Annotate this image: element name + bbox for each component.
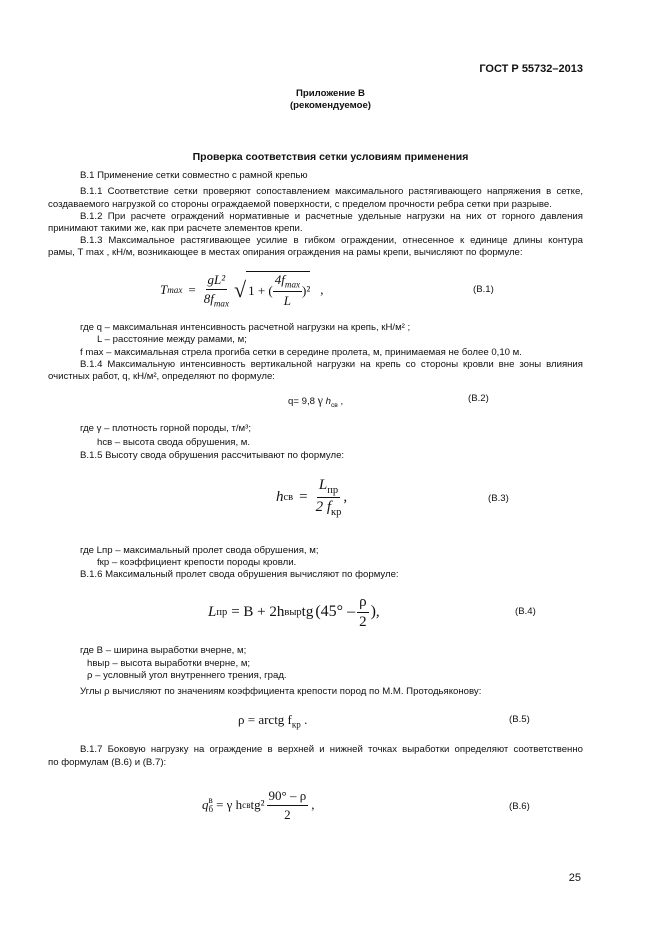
- paragraph-b16: В.1.6 Максимальный пролет свода обрушения вычисляют по формуле:: [80, 569, 399, 580]
- section-title: Проверка соответствия сетки условиям применения: [192, 151, 469, 163]
- where-B: где B – ширина выработки вчерне, м;: [80, 645, 247, 656]
- where-L: L – расстояние между рамами, м;: [97, 334, 247, 345]
- equation-number-b2: (В.2): [468, 393, 489, 404]
- paragraph-b11-line1: В.1.1 Соответствие сетки проверяют сопоставлением максимального растягивающего напряжения в сетке,: [80, 186, 583, 197]
- equation-b4: L пр = B + 2h выр tg (45° – $\frac{\rho}{2}$ ) ,: [208, 593, 380, 630]
- appendix-subtitle: (рекомендуемое): [289, 100, 371, 111]
- where-gamma: где γ – плотность горной породы, т/м³;: [80, 423, 251, 434]
- equation-number-b3: (В.3): [488, 493, 509, 504]
- paragraph-b12-line2: принимают такими же, как при расчете элементов крепи.: [48, 223, 303, 234]
- where-hsv: hсв – высота свода обрушения, м.: [97, 437, 251, 448]
- paragraph-b14-line1: В.1.4 Максимальную интенсивность вертикальной нагрузки на крепь со стороны кровли вне зоны влияния: [80, 359, 583, 370]
- standard-code: ГОСТ Р 55732–2013: [479, 63, 583, 75]
- sqrt-icon: √: [234, 277, 247, 302]
- page-number: 25: [568, 872, 581, 884]
- where-q: где q – максимальная интенсивность расчетной нагрузки на крепь, кН/м² ;: [80, 322, 411, 333]
- where-fmax: f max – максимальная стрела прогиба сетки в середине пролета, м, принимаемая не более 0,10 м.: [80, 347, 522, 358]
- where-rho: ρ – условный угол внутреннего трения, град.: [87, 670, 287, 681]
- where-hvyr: hвыр – высота выработки вчерне, м;: [87, 658, 251, 669]
- equation-b3: h св = $\frac{L_{пр}}{2 f_{кр}}$ ,: [276, 476, 348, 518]
- equation-number-b6: (В.6): [509, 801, 530, 812]
- equation-b2: q= 9,8 γ $h_{св}$ ,: [288, 393, 344, 409]
- where-Lpr: где Lпр – максимальный пролет свода обрушения, м;: [80, 545, 319, 556]
- equation-number-b4: (В.4): [515, 606, 536, 617]
- paragraph-b11-line2: создаваемого нагрузкой со стороны ограждаемой поверхности, с пределом прочности ребра сетки при разрыве.: [48, 199, 552, 210]
- paragraph-b15: В.1.5 Высоту свода обрушения рассчитывают по формуле:: [80, 450, 345, 461]
- paragraph-b17-line1: В.1.7 Боковую нагрузку на ограждение в верхней и нижней точках выработки определяют соответственно: [80, 744, 583, 755]
- equation-number-b1: (В.1): [473, 284, 494, 295]
- paragraph-b14-line2: очистных работ, q, кН/м², определяют по формуле:: [48, 371, 275, 382]
- paragraph-b12-line1: В.1.2 При расчете ограждений нормативные и расчетные удельные нагрузки на них от горного давления: [80, 211, 583, 222]
- paragraph-b13-line2: рамы, T max , кН/м, возникающее в местах опирания ограждения на рамы крепи, вычисляют по формуле:: [48, 247, 523, 258]
- fraction-b1: $\frac{\text{gL²}}{8f_{max}}$: [203, 271, 230, 309]
- equation-b1: T max = $\frac{\text{gL²}}{8f_{max}}$ √ 1 + ( $\frac{4f_{max}}{L}$ )² ,: [160, 271, 324, 309]
- paragraph-b13-line1: В.1.3 Максимальное растягивающее усилие в гибком ограждении, отнесенное к единице длины контура: [80, 235, 583, 246]
- appendix-title: Приложение В: [296, 88, 365, 99]
- equation-b5: ρ = arctg $f_{кр}$ .: [238, 712, 308, 730]
- paragraph-b1: В.1 Применение сетки совместно с рамной крепью: [80, 170, 308, 181]
- equation-b6: q в б = γ h св tg² $\frac{90^\circ - \rho}{2}$ ,: [202, 787, 315, 822]
- paragraph-angles: Углы ρ вычисляют по значениям коэффициента крепости пород по М.М. Протодьяконову:: [80, 686, 482, 697]
- equation-number-b5: (В.5): [509, 714, 530, 725]
- where-fkr: fкр – коэффициент крепости породы кровли.: [97, 557, 297, 568]
- paragraph-b17-line2: по формулам (В.6) и (В.7):: [48, 757, 167, 768]
